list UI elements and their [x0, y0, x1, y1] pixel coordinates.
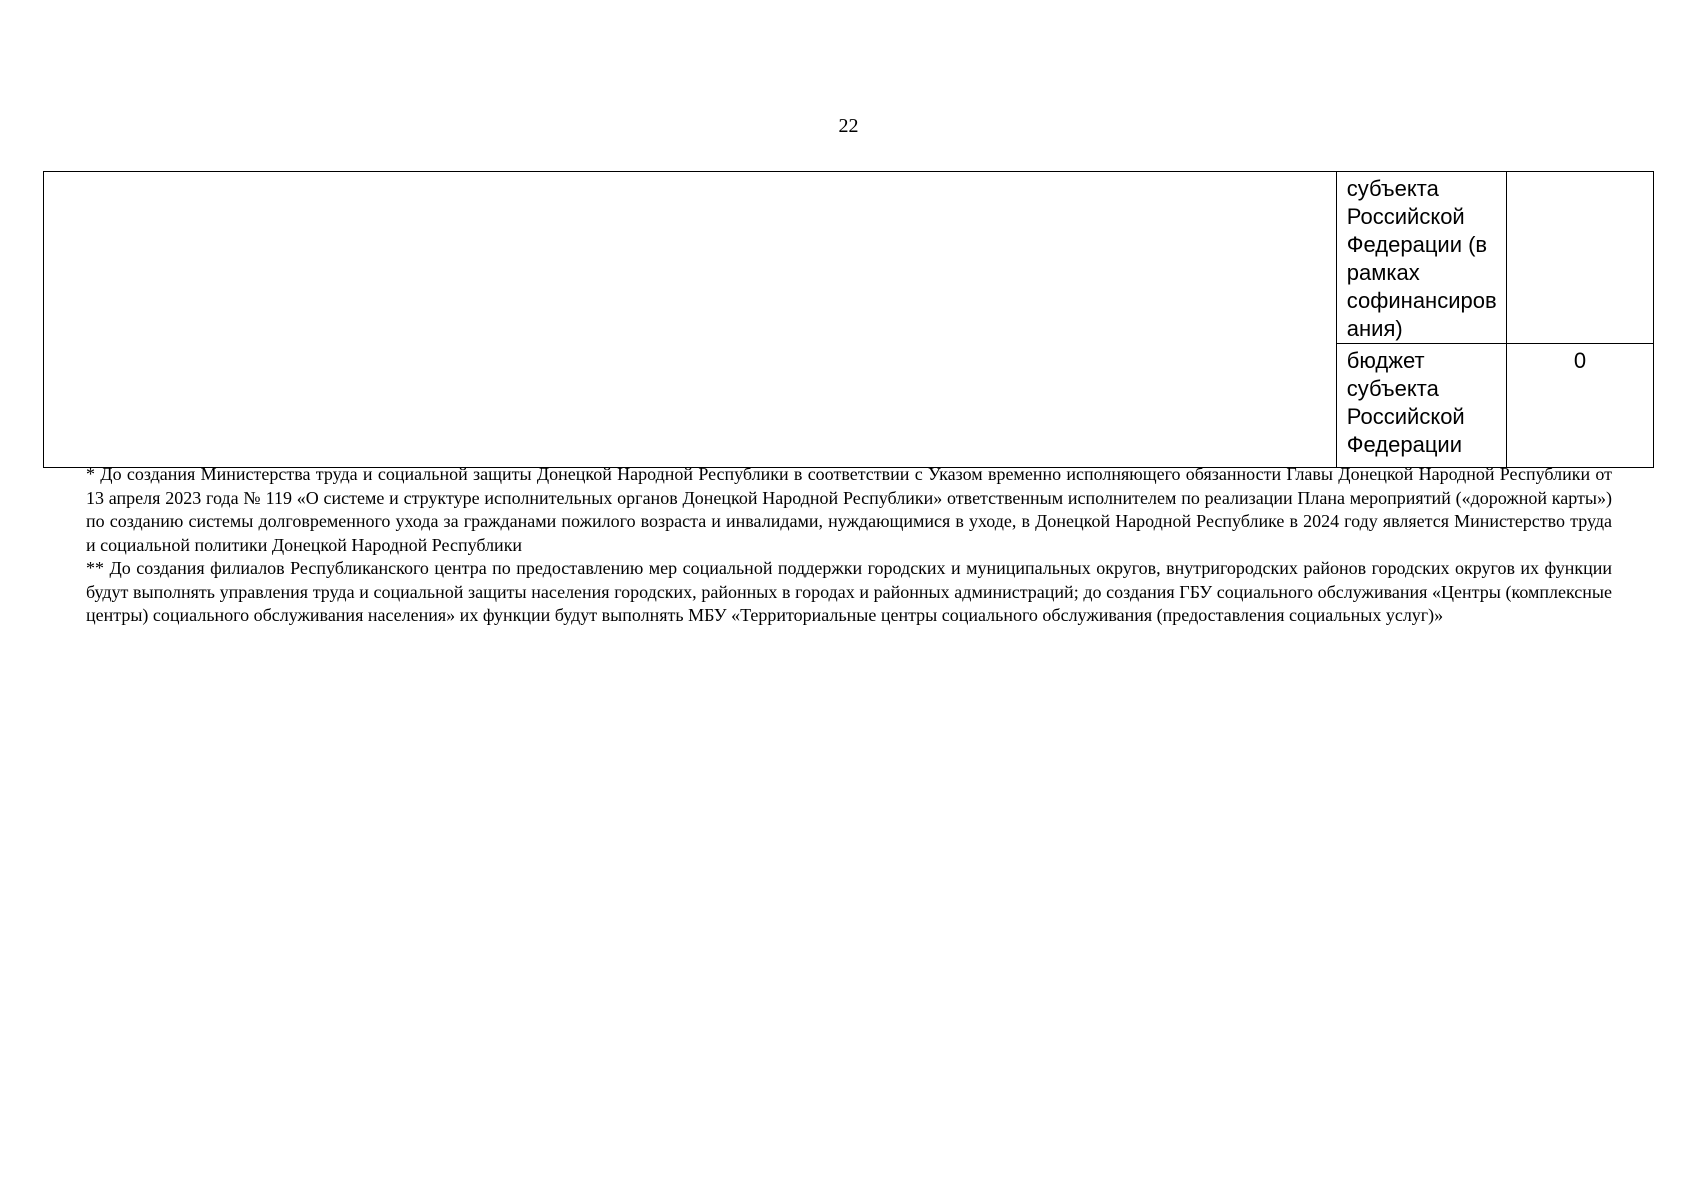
page-number: 22 — [838, 115, 859, 137]
funding-table — [43, 171, 1654, 468]
footnotes — [86, 463, 1612, 628]
funding-value-cell — [1506, 172, 1653, 344]
table-row — [44, 172, 1654, 344]
empty-merged-cell — [44, 172, 1337, 468]
footnote-ministry: * До создания Министерства труда и социальной защиты Донецкой Народной Республики в соответствии с Указом временно исполняющего обязанности Главы Донецкой Народной Республики от 13 апреля 2023 года № 119 «О системе и структуре исполнительных органов Донецкой Народной Республики» ответственным исполнителем по реализации Плана мероприятий («дорожной карты») по созданию системы долговременного ухода за гражданами пожилого возраста и инвалидами, нуждающимися в уходе, в Донецкой Народной Республике в 2024 году является Министерство труда и социальной политики Донецкой Народной Республики — [86, 464, 1612, 555]
funding-value-cell: 0 — [1506, 344, 1653, 468]
footnote-branches: ** До создания филиалов Республиканского центра по предоставлению мер социальной поддержки городских и муниципальных округов, внутригородских районов городских округов их функции будут выполнять управления труда и социальной защиты населения городских, районных в городах и районных администраций; до создания ГБУ социального обслуживания «Центры (комплексные центры) социального обслуживания населения» их функции будут выполнять МБУ «Территориальные центры социального обслуживания (предоставления социальных услуг)» — [86, 558, 1612, 625]
funding-source-cell: субъекта Российской Федерации (в рамках софинансиров ания) — [1336, 172, 1506, 344]
funding-source-cell: бюджет субъекта Российской Федерации — [1336, 344, 1506, 468]
